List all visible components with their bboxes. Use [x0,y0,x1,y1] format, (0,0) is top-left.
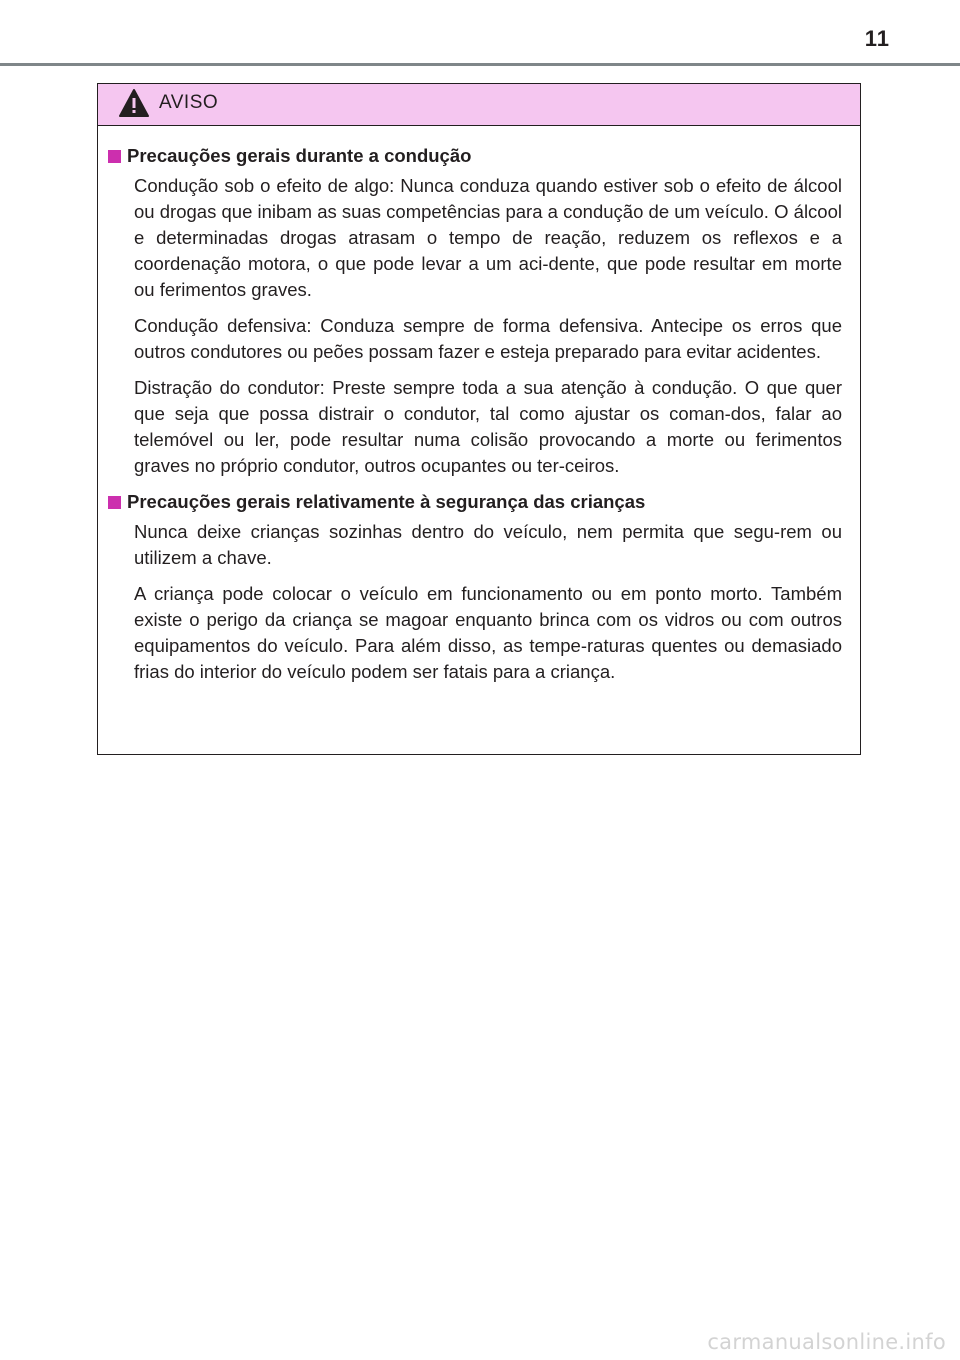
paragraph: Condução defensiva: Conduza sempre de forma defensiva. Antecipe os erros que outros condutores ou peões possam fazer e esteja preparado para evitar acidentes. [134,315,842,362]
watermark: carmanualsonline.info [707,1330,946,1354]
warning-body [98,126,860,685]
section-driving [108,143,842,479]
square-bullet-icon [108,496,121,509]
warning-box [97,83,861,755]
paragraph: Distração do condutor: Preste sempre toda a sua atenção à condução. O que quer que seja que possa distrair o condutor, tal como ajustar os coman-dos, falar ao telemóvel ou ler, pode resultar numa colisão provocando a morte ou ferimentos graves no próprio condutor, outros ocupantes ou ter-ceiros. [134,377,842,476]
section-heading-text: Precauções gerais durante a condução [127,145,472,166]
paragraph: Nunca deixe crianças sozinhas dentro do veículo, nem permita que segu-rem ou utilizem a chave. [134,521,842,568]
paragraph: A criança pode colocar o veículo em funcionamento ou em ponto morto. Também existe o perigo da criança se magoar enquanto brinca com os vidros ou com outros equipamentos do veículo. Para além disso, as tempe-raturas quentes ou demasiado frias do interior do veículo podem ser fatais para a criança. [134,583,842,682]
square-bullet-icon [108,150,121,163]
section-heading-text: Precauções gerais relativamente à segurança das crianças [127,491,646,512]
section-child-safety [108,489,842,685]
section-heading [108,143,842,169]
page-number: 11 [864,26,890,51]
paragraph: Condução sob o efeito de algo: Nunca conduza quando estiver sob o efeito de álcool ou drogas que inibam as suas competências para a condução de um veículo. O álcool e determinadas drogas atrasam o tempo de reação, reduzem os reflexos e a coordenação motora, o que pode levar a um aci-dente, que pode resultar em morte ou ferimentos graves. [134,175,842,300]
warning-header [98,84,860,126]
warning-triangle-icon [118,88,150,118]
header-rule [0,63,960,66]
warning-title: AVISO [159,92,219,113]
section-heading [108,489,842,515]
